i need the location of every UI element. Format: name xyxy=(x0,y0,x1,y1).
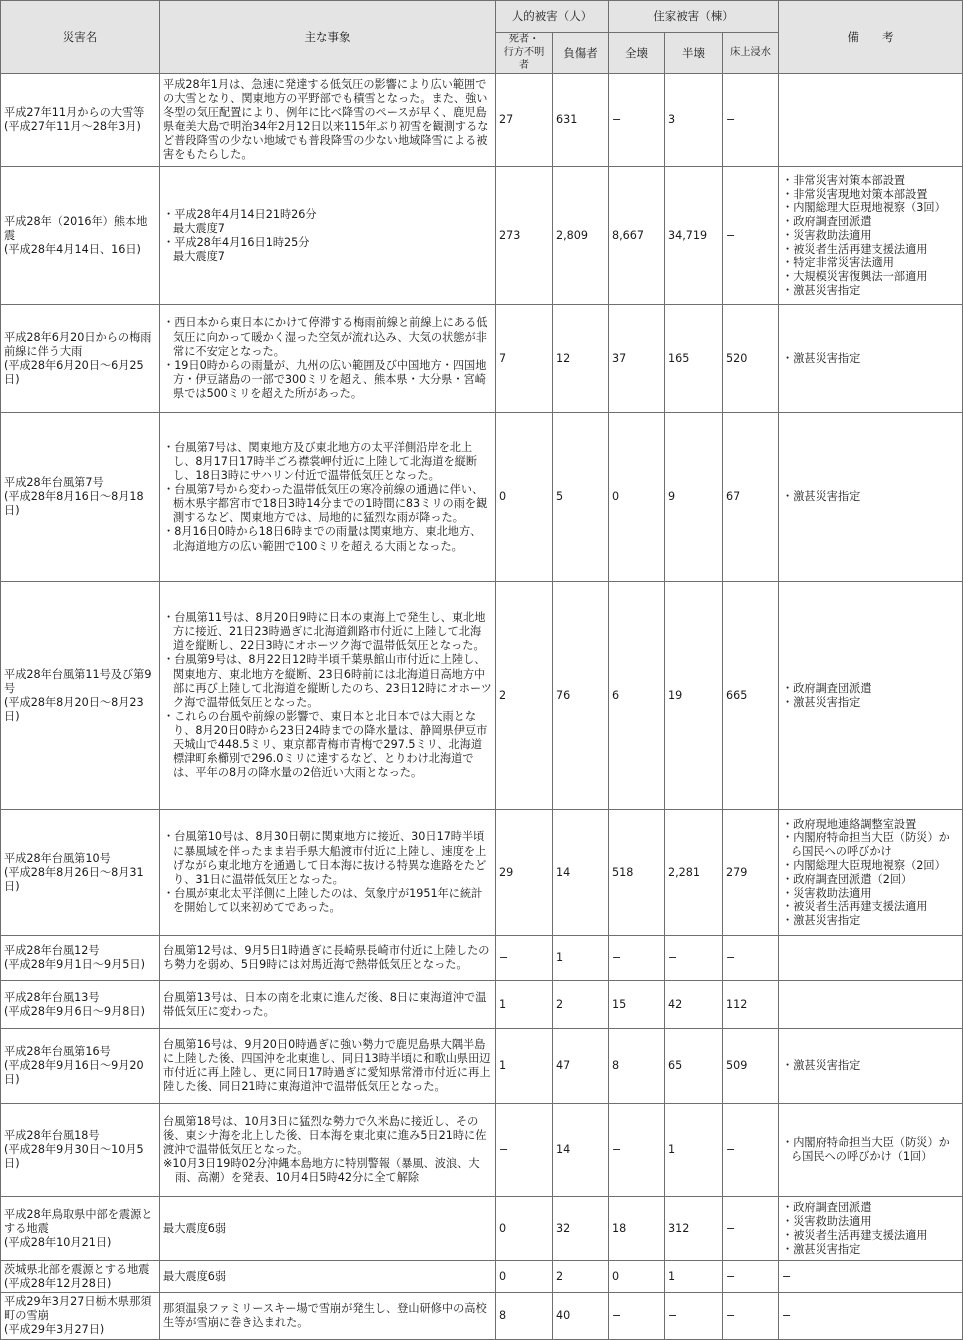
event-item: 台風第12号は、9月5日1時過ぎに長崎県長崎市付近に上陸したのち勢力を弱め、5日9時には対馬近海で熱帯低気圧となった。 xyxy=(163,944,490,972)
table-row xyxy=(1,981,963,1029)
header-dead-missing: 死者・ 行方不明者 xyxy=(496,33,553,74)
floor-flooding-cell: 67 xyxy=(723,413,779,582)
remark-item: ・災害救助法適用 xyxy=(782,228,872,242)
event-item: 台風第18号は、10月3日に猛烈な勢力で久米島に接近し、その後、東シナ海を北上した後、日本海を東北東に進み5日21時に佐渡沖で温帯低気圧となった。 xyxy=(163,1114,487,1157)
remark-item: ・災害救助法適用 xyxy=(782,886,872,900)
table-header xyxy=(1,1,963,74)
full-collapse-cell: 15 xyxy=(609,981,665,1029)
dead-missing-cell: − xyxy=(496,936,553,981)
remark-item: ・政府調査団派遣（2回） xyxy=(782,872,913,886)
event-item: 台風第13号は、日本の南を北東に進んだ後、8日に東海道沖で温帯低気圧に変わった。 xyxy=(163,990,487,1018)
event-item: ・台風第11号は、8月20日9時に日本の東海上で発生し、東北地方に接近、21日23時過ぎに北海道釧路市付近に上陸して北海道を縦断し、22日3時にオホーツク海で温帯低気圧となった。 xyxy=(163,611,486,653)
full-collapse-cell: − xyxy=(609,1293,665,1340)
disaster-name-cell: 平成28年（2016年）熊本地震 (平成28年4月14日、16日) xyxy=(1,167,160,305)
disaster-name-cell: 平成28年台風13号 (平成28年9月6日〜9月8日) xyxy=(1,981,160,1029)
dead-missing-cell: 0 xyxy=(496,413,553,582)
injured-cell: 14 xyxy=(553,1104,609,1197)
floor-flooding-cell: − xyxy=(723,1104,779,1197)
injured-cell: 32 xyxy=(553,1197,609,1261)
remark-item: ・非常災害対策本部設置 xyxy=(782,173,906,187)
full-collapse-cell: − xyxy=(609,1104,665,1197)
event-note: ※10月3日19時02分沖縄本島地方に特別警報（暴風、波浪、大雨、高潮）を発表、10月4日5時42分に全て解除 xyxy=(163,1157,480,1185)
half-collapse-cell: 9 xyxy=(665,413,723,582)
half-collapse-cell: 1 xyxy=(665,1104,723,1197)
table-row xyxy=(1,1293,963,1340)
remarks-cell xyxy=(779,981,963,1029)
table-row xyxy=(1,1261,963,1293)
main-events-cell xyxy=(160,1104,496,1197)
remarks-cell xyxy=(779,1261,963,1293)
main-events-cell xyxy=(160,981,496,1029)
remark-item: ・激甚災害指定 xyxy=(782,490,861,504)
injured-cell: 2,809 xyxy=(553,167,609,305)
injured-cell: 12 xyxy=(553,305,609,413)
remarks-cell xyxy=(779,1197,963,1261)
remark-item: ・政府現地連絡調整室設置 xyxy=(782,817,917,831)
floor-flooding-cell: 520 xyxy=(723,305,779,413)
dead-missing-cell: − xyxy=(496,1104,553,1197)
main-events-cell xyxy=(160,305,496,413)
header-main-events: 主な事象 xyxy=(160,1,496,74)
injured-cell: 14 xyxy=(553,810,609,936)
table-row xyxy=(1,167,963,305)
half-collapse-cell: 165 xyxy=(665,305,723,413)
header-injured: 負傷者 xyxy=(553,33,609,74)
dead-missing-cell: 2 xyxy=(496,582,553,810)
disaster-name-cell: 平成28年台風18号 (平成28年9月30日〜10月5日) xyxy=(1,1104,160,1197)
full-collapse-cell: − xyxy=(609,936,665,981)
remarks-cell xyxy=(779,936,963,981)
floor-flooding-cell: 665 xyxy=(723,582,779,810)
event-item: ・19日0時からの雨量が、九州の広い範囲及び中国地方・四国地方・伊豆諸島の一部で300ミリを超え、熊本県・大分県・宮崎県では500ミリを超えた所があった。 xyxy=(163,358,487,400)
full-collapse-cell: 518 xyxy=(609,810,665,936)
header-disaster-name: 災害名 xyxy=(1,1,160,74)
event-item: ・平成28年4月16日1時25分 最大震度7 xyxy=(163,235,310,263)
half-collapse-cell: 34,719 xyxy=(665,167,723,305)
remark-item: ・政府調査団派遣 xyxy=(782,681,872,695)
dead-missing-cell: 1 xyxy=(496,1029,553,1104)
dead-missing-cell: 0 xyxy=(496,1261,553,1293)
main-events-cell xyxy=(160,167,496,305)
remarks-cell xyxy=(779,1029,963,1104)
header-house-damage: 住家被害（棟） xyxy=(609,1,779,33)
disaster-name-cell: 平成28年鳥取県中部を震源とする地震 (平成28年10月21日) xyxy=(1,1197,160,1261)
disaster-name-cell: 平成28年台風第16号 (平成28年9月16日〜9月20日) xyxy=(1,1029,160,1104)
dead-missing-cell: 29 xyxy=(496,810,553,936)
event-item: 最大震度6弱 xyxy=(163,1221,227,1235)
event-item: ・台風第10号は、8月30日朝に関東地方に接近、30日17時半頃に暴風域を伴ったまま岩手県大船渡市付近に上陸し、速度を上げながら東北地方を通過して日本海に抜ける特異な進路をたどり、31日に温帯低気圧となった。 xyxy=(163,830,487,886)
injured-cell: 76 xyxy=(553,582,609,810)
remarks-cell xyxy=(779,1104,963,1197)
main-events-cell xyxy=(160,413,496,582)
disaster-name-cell: 平成28年6月20日からの梅雨前線に伴う大雨 (平成28年6月20日〜6月25日) xyxy=(1,305,160,413)
injured-cell: 631 xyxy=(553,74,609,167)
remark-item: ・内閣府特命担当大臣（防災）から国民への呼びかけ（1回） xyxy=(782,1136,950,1164)
main-events-cell xyxy=(160,1261,496,1293)
remark-item: ・政府調査団派遣 xyxy=(782,215,872,229)
full-collapse-cell: 8,667 xyxy=(609,167,665,305)
event-item: ・台風が東北太平洋側に上陸したのは、気象庁が1951年に統計を開始して以来初めてであった。 xyxy=(163,886,483,914)
table-row xyxy=(1,305,963,413)
half-collapse-cell: 312 xyxy=(665,1197,723,1261)
event-item: ・台風第9号は、8月22日12時半頃千葉県館山市付近に上陸し、関東地方、東北地方を縦断、23日6時前には北海道日高地方中部に再び上陸して北海道を縦断したのち、23日12時にオホーツク海で温帯低気圧となった。 xyxy=(163,653,492,709)
full-collapse-cell: 18 xyxy=(609,1197,665,1261)
header-human-damage: 人的被害（人） xyxy=(496,1,609,33)
injured-cell: 2 xyxy=(553,1261,609,1293)
half-collapse-cell: − xyxy=(665,936,723,981)
event-item: ・台風第7号は、関東地方及び東北地方の太平洋側沿岸を北上し、8月17日17時半ごろ襟裳岬付近に上陸して北海道を縦断し、18日3時にサハリン付近で温帯低気圧となった。 xyxy=(163,440,478,483)
event-item: 平成28年1月は、急速に発達する低気圧の影響により広い範囲での大雪となり、関東地方の平野部でも積雪となった。また、強い冬型の気圧配置により、例年に比べ降雪のペースが早く、鹿児島県奄美大島で明治34年2月12日以来115年ぶり初雪を観測するなど普段降雪の少ない地域でも普段降雪の少ない地域降雪による被害をもたらした。 xyxy=(163,77,489,162)
half-collapse-cell: 1 xyxy=(665,1261,723,1293)
remark-item: ・特定非常災害法適用 xyxy=(782,256,894,270)
header-floor-flooding: 床上浸水 xyxy=(723,33,779,74)
dead-missing-cell: 273 xyxy=(496,167,553,305)
injured-cell: 5 xyxy=(553,413,609,582)
table-body xyxy=(1,74,963,1340)
half-collapse-cell: 42 xyxy=(665,981,723,1029)
remark-item: ・被災者生活再建支援法適用 xyxy=(782,242,928,256)
disaster-name-cell: 茨城県北部を震源とする地震 (平成28年12月28日) xyxy=(1,1261,160,1293)
floor-flooding-cell: − xyxy=(723,936,779,981)
remark-item: ・激甚災害指定 xyxy=(782,695,861,709)
main-events-cell xyxy=(160,1197,496,1261)
table-row xyxy=(1,1104,963,1197)
injured-cell: 47 xyxy=(553,1029,609,1104)
full-collapse-cell: 0 xyxy=(609,1261,665,1293)
event-item: 最大震度6弱 xyxy=(163,1269,227,1283)
main-events-cell xyxy=(160,1029,496,1104)
injured-cell: 1 xyxy=(553,936,609,981)
table-row xyxy=(1,413,963,582)
remark-item: − xyxy=(782,1309,792,1323)
half-collapse-cell: 19 xyxy=(665,582,723,810)
table-row xyxy=(1,810,963,936)
remark-item: ・被災者生活再建支援法適用 xyxy=(782,1228,928,1242)
event-item: ・これらの台風や前線の影響で、東日本と北日本では大雨となり、8月20日0時から23日24時までの降水量は、静岡県伊豆市天城山で448.5ミリ、東京都青梅市青梅で297.5ミリ、北海道標津町糸櫛別で296.0ミリに達するなど、とりわけ北海道では、平年の8月の降水量の2倍近い大雨となった。 xyxy=(163,709,488,780)
main-events-cell xyxy=(160,1293,496,1340)
full-collapse-cell: 37 xyxy=(609,305,665,413)
half-collapse-cell: 2,281 xyxy=(665,810,723,936)
remarks-cell xyxy=(779,413,963,582)
table-row xyxy=(1,936,963,981)
disaster-name-cell: 平成28年台風第11号及び第9号 (平成28年8月20日〜8月23日) xyxy=(1,582,160,810)
injured-cell: 40 xyxy=(553,1293,609,1340)
remark-item: ・政府調査団派遣 xyxy=(782,1201,872,1215)
disaster-name-cell: 平成28年台風第7号 (平成28年8月16日〜8月18日) xyxy=(1,413,160,582)
remark-item: ・被災者生活再建支援法適用 xyxy=(782,900,928,914)
remark-item: ・激甚災害指定 xyxy=(782,1059,861,1073)
remark-item: ・大規模災害復興法一部適用 xyxy=(782,270,928,284)
remark-item: ・激甚災害指定 xyxy=(782,1242,861,1256)
event-item: ・西日本から東日本にかけて停滞する梅雨前線と前線上にある低気圧に向かって暖かく湿った空気が流れ込み、大気の状態が非常に不安定となった。 xyxy=(163,316,488,358)
remark-item: ・激甚災害指定 xyxy=(782,283,861,297)
half-collapse-cell: − xyxy=(665,1293,723,1340)
event-item: ・台風第7号から変わった温帯低気圧の寒冷前線の通過に伴い、栃木県宇都宮市で18日3時14分までの1時間に83ミリの雨を観測するなど、関東地方では、局地的に猛烈な雨が降った。 xyxy=(163,483,488,525)
header-full-collapse: 全壊 xyxy=(609,33,665,74)
remark-item: ・内閣総理大臣現地視察（3回） xyxy=(782,201,946,215)
full-collapse-cell: 0 xyxy=(609,413,665,582)
disaster-name-cell: 平成28年台風12号 (平成28年9月1日〜9月5日) xyxy=(1,936,160,981)
event-item: 那須温泉ファミリースキー場で雪崩が発生し、登山研修中の高校生等が雪崩に巻き込まれた。 xyxy=(163,1302,487,1330)
remark-item: ・激甚災害指定 xyxy=(782,351,861,365)
injured-cell: 2 xyxy=(553,981,609,1029)
header-remarks: 備 考 xyxy=(779,1,963,74)
remark-item: − xyxy=(782,1269,792,1283)
main-events-cell xyxy=(160,582,496,810)
disaster-name-cell: 平成29年3月27日栃木県那須町の雪崩 (平成29年3月27日) xyxy=(1,1293,160,1340)
main-events-cell xyxy=(160,936,496,981)
floor-flooding-cell: − xyxy=(723,1293,779,1340)
remark-item: ・内閣府特命担当大臣（防災）から国民への呼びかけ xyxy=(782,831,950,859)
half-collapse-cell: 3 xyxy=(665,74,723,167)
floor-flooding-cell: − xyxy=(723,167,779,305)
remarks-cell xyxy=(779,810,963,936)
dead-missing-cell: 7 xyxy=(496,305,553,413)
floor-flooding-cell: 279 xyxy=(723,810,779,936)
remark-item: ・非常災害現地対策本部設置 xyxy=(782,187,928,201)
remarks-cell xyxy=(779,582,963,810)
remarks-cell xyxy=(779,1293,963,1340)
half-collapse-cell: 65 xyxy=(665,1029,723,1104)
floor-flooding-cell: − xyxy=(723,1197,779,1261)
floor-flooding-cell: − xyxy=(723,74,779,167)
remarks-cell xyxy=(779,305,963,413)
main-events-cell xyxy=(160,810,496,936)
full-collapse-cell: − xyxy=(609,74,665,167)
event-item: 台風第16号は、9月20日0時過ぎに強い勢力で鹿児島県大隅半島に上陸した後、四国沖を北東進し、同日13時半頃に和歌山県田辺市付近に再上陸し、更に同日17時過ぎに愛知県常滑市付近に再上陸した後、同日21時に東海道沖で温帯低気圧となった。 xyxy=(163,1038,491,1094)
dead-missing-cell: 1 xyxy=(496,981,553,1029)
full-collapse-cell: 8 xyxy=(609,1029,665,1104)
remark-item: ・内閣総理大臣現地視察（2回） xyxy=(782,858,946,872)
dead-missing-cell: 27 xyxy=(496,74,553,167)
main-events-cell xyxy=(160,74,496,167)
dead-missing-cell: 0 xyxy=(496,1197,553,1261)
dead-missing-cell: 8 xyxy=(496,1293,553,1340)
floor-flooding-cell: − xyxy=(723,1261,779,1293)
floor-flooding-cell: 509 xyxy=(723,1029,779,1104)
header-half-collapse: 半壊 xyxy=(665,33,723,74)
table-row xyxy=(1,1197,963,1261)
full-collapse-cell: 6 xyxy=(609,582,665,810)
floor-flooding-cell: 112 xyxy=(723,981,779,1029)
event-item: ・平成28年4月14日21時26分 最大震度7 xyxy=(163,207,317,235)
event-item: ・8月16日0時から18日6時までの雨量は関東地方、東北地方、北海道地方の広い範囲で100ミリを超える大雨となった。 xyxy=(163,525,482,553)
remark-item: ・災害救助法適用 xyxy=(782,1214,872,1228)
table-row xyxy=(1,582,963,810)
remarks-cell xyxy=(779,74,963,167)
remark-item: ・激甚災害指定 xyxy=(782,914,861,928)
table-row xyxy=(1,74,963,167)
disaster-name-cell: 平成27年11月からの大雪等 (平成27年11月〜28年3月) xyxy=(1,74,160,167)
table-row xyxy=(1,1029,963,1104)
disaster-name-cell: 平成28年台風第10号 (平成28年8月26日〜8月31日) xyxy=(1,810,160,936)
remarks-cell xyxy=(779,167,963,305)
